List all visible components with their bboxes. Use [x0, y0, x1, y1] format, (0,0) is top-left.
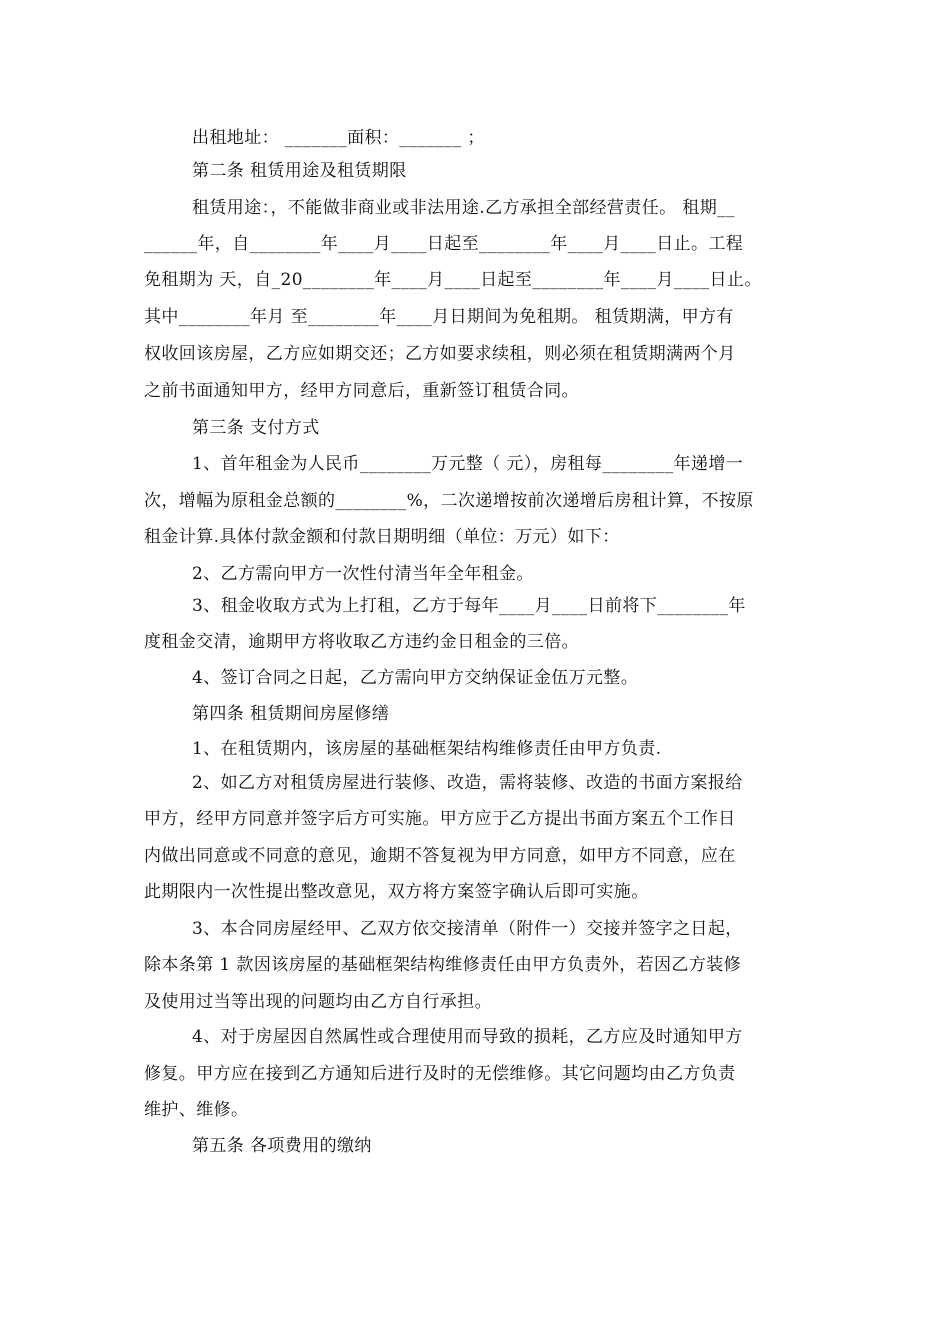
paragraph-line: 4、对于房屋因自然属性或合理使用而导致的损耗，乙方应及时通知甲方 — [192, 1027, 743, 1047]
paragraph-line: 1、首年租金为人民币________万元整（ 元），房租每________年递增一 — [192, 454, 744, 474]
article-4-heading: 第四条 租赁期间房屋修缮 — [192, 704, 390, 724]
paragraph-line: 1、在租赁期内，该房屋的基础框架结构维修责任由甲方负责. — [192, 739, 662, 759]
paragraph-line: 此期限内一次性提出整改意见，双方将方案签字确认后即可实施。 — [144, 882, 649, 902]
paragraph-line: 2、如乙方对租赁房屋进行装修、改造，需将装修、改造的书面方案报给 — [192, 773, 743, 793]
article-3-heading: 第三条 支付方式 — [192, 418, 320, 438]
paragraph-line: 权收回该房屋，乙方应如期交还；乙方如要求续租，则必须在租赁期满两个月 — [144, 344, 736, 364]
paragraph-line: 租赁用途：，不能做非商业或非法用途.乙方承担全部经营责任。 租期__ — [192, 198, 735, 218]
paragraph-line: 维护、维修。 — [144, 1100, 249, 1120]
address-area-line: 出租地址： _______面积：_______ ； — [192, 128, 485, 148]
paragraph-line: 甲方，经甲方同意并签字后方可实施。甲方应于乙方提出书面方案五个工作日 — [144, 809, 736, 829]
article-5-heading: 第五条 各项费用的缴纳 — [192, 1136, 372, 1156]
paragraph-line: 其中________年月 至________年____月日期间为免租期。 租赁期满，甲方有 — [144, 307, 734, 327]
paragraph-line: 2、乙方需向甲方一次性付清当年全年租金。 — [192, 564, 534, 584]
paragraph-line: ______年，自________年____月____日起至________年____月____日止。工程 — [144, 234, 744, 254]
paragraph-line: 之前书面通知甲方，经甲方同意后，重新签订租赁合同。 — [144, 381, 579, 401]
paragraph-line: 度租金交清，逾期甲方将收取乙方违约金日租金的三倍。 — [144, 632, 579, 652]
paragraph-line: 4、签订合同之日起，乙方需向甲方交纳保证金伍万元整。 — [192, 668, 639, 688]
paragraph-line: 租金计算.具体付款金额和付款日期明细（单位：万元）如下： — [144, 527, 620, 547]
paragraph-line: 内做出同意或不同意的意见，逾期不答复视为甲方同意，如甲方不同意，应在 — [144, 846, 736, 866]
paragraph-line: 次，增幅为原租金总额的________%，二次递增按前次递增后房租计算，不按原 — [144, 491, 754, 511]
paragraph-line: 及使用过当等出现的问题均由乙方自行承担。 — [144, 992, 492, 1012]
paragraph-line: 修复。甲方应在接到乙方通知后进行及时的无偿维修。其它问题均由乙方负责 — [144, 1064, 736, 1084]
paragraph-line: 3、租金收取方式为上打租，乙方于每年____月____日前将下________年 — [192, 596, 746, 616]
paragraph-line: 3、本合同房屋经甲、乙双方依交接清单（附件一）交接并签字之日起， — [192, 919, 743, 939]
paragraph-line: 免租期为 天，自_20________年____月____日起至________年____月____日止。 — [144, 270, 762, 290]
article-2-heading: 第二条 租赁用途及租赁期限 — [192, 161, 407, 181]
paragraph-line: 除本条第 1 款因该房屋的基础框架结构维修责任由甲方负责外，若因乙方装修 — [144, 955, 742, 975]
